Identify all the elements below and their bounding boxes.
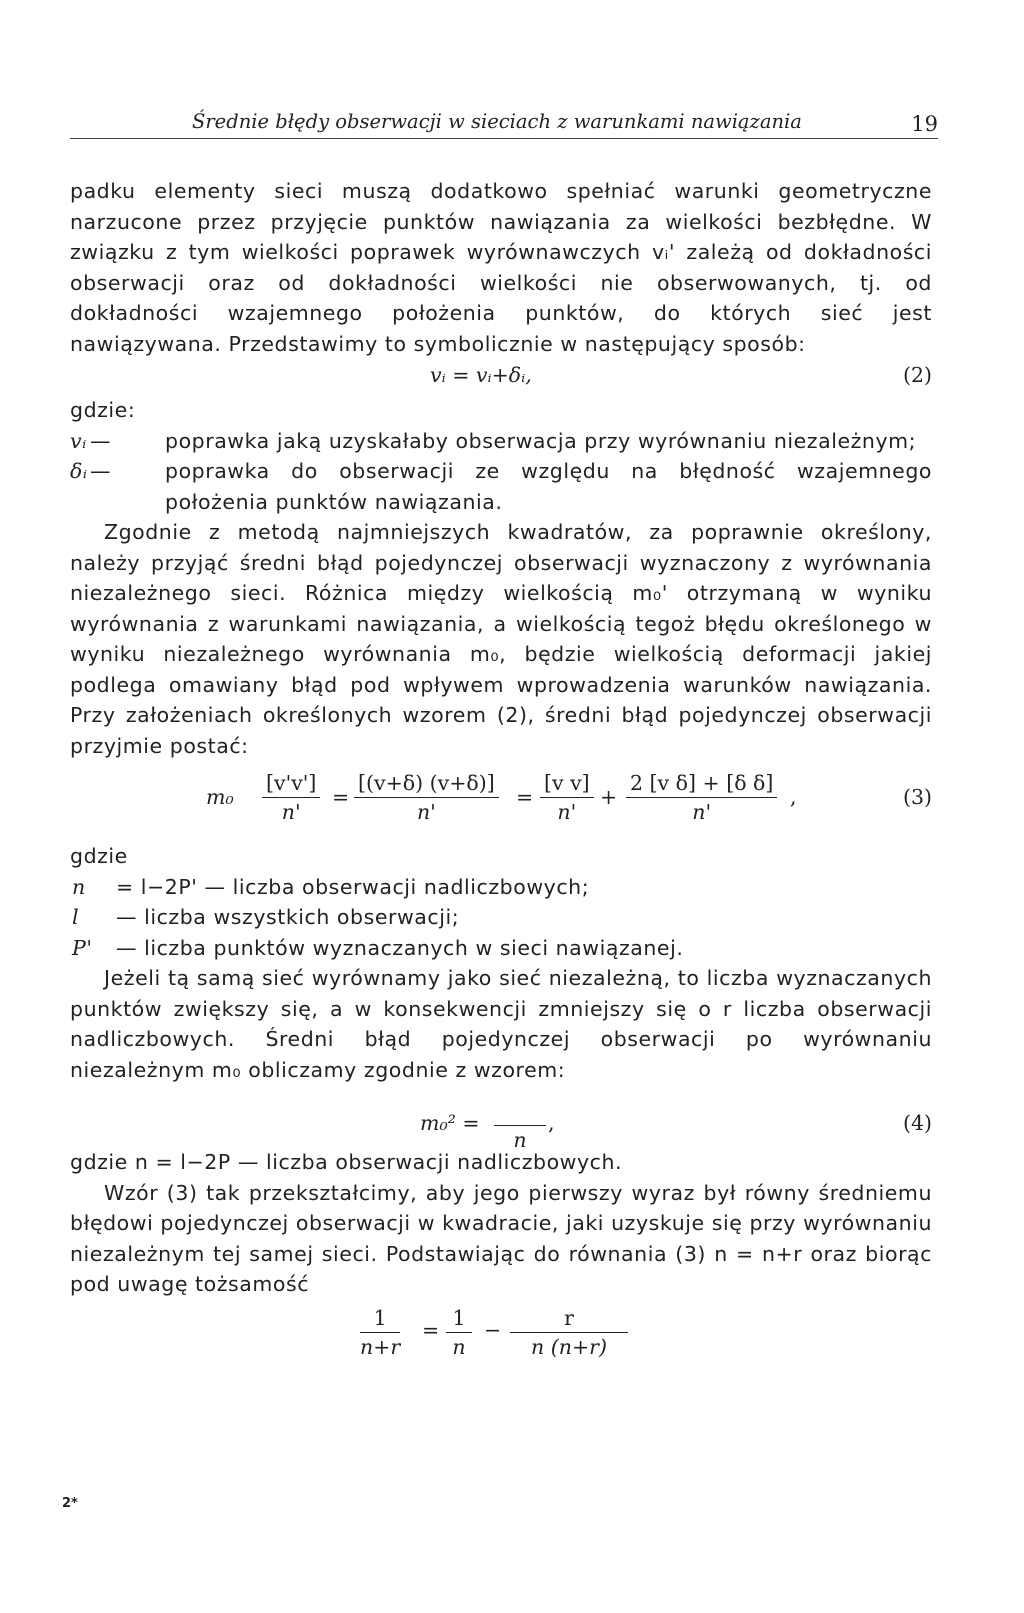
equation-4 [70,1085,932,1152]
fraction-denominator: n (n+r) [531,1334,607,1359]
definition-symbol: n [72,874,86,899]
fraction-numerator: r [510,1304,628,1333]
paragraph: Jeżeli tą samą sieć wyrównamy jako sieć niezależną, to liczba wyznaczanych punktów zwiększy się, a w konsekwencji zmniejszy się o r liczba obserwacji nadliczbowych. Średni błąd pojedynczej obserwacji po wyrównaniu niezależnym m₀ obliczamy zgodnie z wzorem: [70,966,932,1082]
fraction-numerator [494,1097,546,1126]
definition-item [70,872,932,903]
equation-3 [70,761,932,841]
equals-sign: = [422,1317,440,1342]
fraction-numerator: [(v+δ) (v+δ)] [354,769,499,798]
plus-sign: + [600,785,618,809]
comma: , [790,785,797,809]
definition-item [70,456,932,517]
paragraph: padku elementy sieci muszą dodatkowo spełniać warunki geometryczne narzucone przez przyjęcie punktów nawiązania za wielkości bezbłędne. W związku z tym wielkości poprawek wyrównawczych vᵢ' zależą od dokładności obserwacji oraz od dokładności wielkości nie obserwowanych, tj. od dokładności wzajemnego położenia punktów, do których sieć jest nawiązywana. Przedstawimy to symbolicznie w następujący sposób: [70,179,932,356]
running-title: Średnie błędy obserwacji w sieciach z warunkami nawiązania [192,110,802,133]
definition-symbol: δᵢ [70,459,88,483]
definition-text: poprawka do obserwacji ze względu na błędność wzajemnego położenia punktów nawiązania. [165,459,932,514]
definition-text: = l−2P' — liczba obserwacji nadliczbowych; [116,874,590,899]
fraction-denominator: n' [416,800,436,824]
fraction [354,769,499,826]
paragraph: Zgodnie z metodą najmniejszych kwadratów, za poprawnie określony, należy przyjąć średni błąd pojedynczej obserwacji wyznaczony z wyrównania niezależnego sieci. Różnica między wielkością m₀' otrzymaną w wyniku wyrównania z warunkami nawiązania, a wielkością tegoż błędu określonego w wyniku niezależnego wyrównania m₀, będzie wielkością deformacji jakiej podlega omawiany błąd pod wpływem wprowadzenia warunków nawiązania. Przy założeniach określonych wzorem (2), średni błąd pojedynczej obserwacji przyjmie postać: [70,520,932,758]
definition-dash: — [90,428,112,453]
equation-lhs: m₀ [206,785,234,809]
fraction [360,1304,400,1361]
where-label: gdzie [70,844,128,868]
definition-symbol: P' [72,935,93,960]
body-text [70,176,932,1370]
definition-text: — liczba punktów wyznaczanych w sieci nawiązanej. [116,935,684,960]
fraction-denominator: n' [557,800,577,824]
equation-2 [70,359,932,395]
equals-sign: = [332,785,350,809]
fraction-numerator: 1 [360,1304,400,1333]
equation-number: (2) [902,363,932,387]
fraction [626,769,777,826]
equals-sign: = [516,785,534,809]
fraction-numerator: [v v] [540,769,594,798]
fraction [446,1304,472,1361]
definition-text: — liczba wszystkich obserwacji; [116,905,460,929]
fraction [262,769,320,826]
comma: , [548,1111,555,1135]
fraction-numerator: [v'v'] [262,769,320,798]
definition-list [70,426,932,518]
definition-dash: — [90,459,112,483]
definition-text: poprawka jaką uzyskałaby obserwacja przy wyrównaniu niezależnym; [165,428,917,453]
definition-symbol: l [72,905,80,929]
definition-symbol: vᵢ [70,428,87,453]
fraction-numerator: 1 [446,1304,472,1333]
fraction [494,1097,546,1154]
definition-item [70,426,932,457]
definition-item [70,902,932,933]
signature-mark: 2* [62,1496,78,1511]
fraction-denominator: n [452,1334,466,1359]
minus-sign: − [484,1317,502,1342]
where-definition: gdzie n = l−2P — liczba obserwacji nadliczbowych. [70,1150,623,1174]
fraction-denominator: n [513,1128,527,1152]
fraction-denominator: n' [692,800,712,824]
identity-equation [70,1300,932,1370]
fraction [510,1304,628,1361]
definition-item [70,933,932,964]
equation-lhs: m₀² = [420,1111,480,1135]
definition-list [70,872,932,964]
paragraph: Wzór (3) tak przekształcimy, aby jego pierwszy wyraz był równy średniemu błędowi pojedynczej obserwacji w kwadracie, jaki uzyskuje się przy wyrównaniu niezależnym tej samej sieci. Podstawiając do równania (3) n = n+r oraz biorąc pod uwagę tożsamość [70,1180,932,1296]
equation-number: (4) [902,1111,932,1135]
fraction-denominator: n+r [360,1334,401,1359]
page-number: 19 [911,112,938,136]
equation-number: (3) [902,785,932,809]
fraction-denominator: n' [281,800,301,824]
fraction [540,769,594,826]
where-label: gdzie: [70,398,136,422]
equation-formula: vᵢ = vᵢ+δᵢ, [430,363,532,387]
page-header [70,108,938,139]
fraction-numerator: 2 [v δ] + [δ δ] [626,769,777,798]
